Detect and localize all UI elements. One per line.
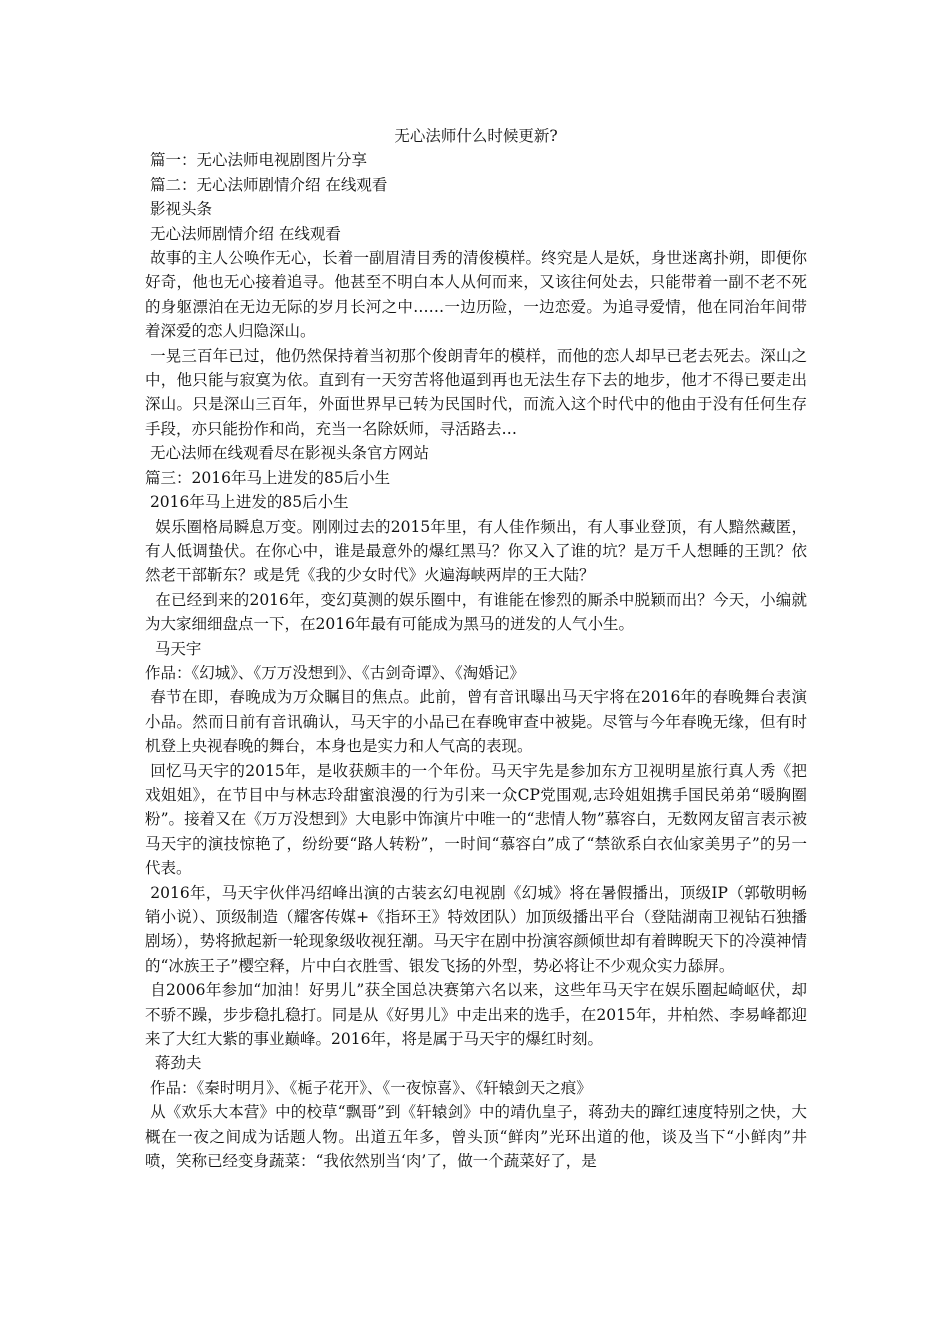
paragraph: 故事的主人公唤作无心，长着一副眉清目秀的清俊模样。终究是人是妖，身世迷离扑朔，即便你好奇，他也无心接着追寻。他甚至不明白本人从何而来，又该往何处去，只能带着一副不老不死的身躯漂泊在无边无际的岁月长河之中……一边历险，一边恋爱。为追寻爱情，他在同治年间带着深爱的恋人归隐深山。 (145, 249, 807, 341)
document-body (145, 124, 807, 1173)
paragraph: 2016年，马天宇伙伴冯绍峰出演的古装玄幻电视剧《幻城》将在暑假播出，顶级IP（郭敬明畅销小说）、顶级制造（耀客传媒+《指环王》特效团队）加顶级播出平台（登陆湖南卫视钻石独播剧场），势将掀起新一轮现象级收视狂潮。马天宇在剧中扮演容颜倾世却有着睥睨天下的冷漠神情的“冰族王子”樱空释，片中白衣胜雪、银发飞扬的外型，势必将让不少观众实力舔屏。 (145, 883, 807, 975)
paragraph-subtitle: 2016年马上进发的85后小生 (145, 493, 349, 512)
paragraph: 在已经到来的2016年，变幻莫测的娱乐圈中，有谁能在惨烈的厮杀中脱颖而出？今天，小编就为大家细细盘点一下，在2016年最有可能成为黑马的迸发的人气小生。 (145, 590, 808, 634)
paragraph-name-heading: 蒋劲夫 (145, 1054, 202, 1073)
paragraph: 娱乐圈格局瞬息万变。刚刚过去的2015年里，有人佳作频出，有人事业登顶，有人黯然藏匿，有人低调蛰伏。在你心中，谁是最意外的爆红黑马？你又入了谁的坑？是万千人想睡的王凯？依然老干部靳东？或是凭《我的少女时代》火遍海峡两岸的王大陆？ (145, 517, 808, 585)
paragraph: 从《欢乐大本营》中的校草“飘哥”到《轩辕剑》中的靖仇皇子，蒋劲夫的蹿红速度特别之快，大概在一夜之间成为话题人物。出道五年多，曾头顶“鲜肉”光环出道的他，谈及当下“小鲜肉”井喷，笑称已经变身蔬菜：“我依然别当‘肉’了，做一个蔬菜好了，是 (145, 1103, 807, 1171)
paragraph-works: 作品：《幻城》、《万万没想到》、《古剑奇谭》、《淘婚记》 (145, 663, 525, 682)
paragraph: 回忆马天宇的2015年，是收获颇丰的一个年份。马天宇先是参加东方卫视明星旅行真人秀《把戏姐姐》，在节目中与林志玲甜蜜浪漫的行为引来一众CP党围观,志玲姐姐携手国民弟弟“暖胸圈粉”。接着又在《万万没想到》大电影中饰演片中唯一的“悲情人物”慕容白，无数网友留言表示被马天宇的演技惊艳了，纷纷要“路人转粉”，一时间“慕容白”成了“禁欲系白衣仙家美男子”的另一代表。 (145, 761, 807, 878)
paragraph-section-two: 篇二：无心法师剧情介绍 在线观看 (145, 175, 388, 194)
paragraph: 自2006年参加“加油！好男儿”获全国总决赛第六名以来，这些年马天宇在娱乐圈起崎岖伏，却不骄不躁，步步稳扎稳打。同是从《好男儿》中走出来的选手，在2015年，井柏然、李易峰都迎来了大红大紫的事业巅峰。2016年，将是属于马天宇的爆红时刻。 (145, 981, 807, 1049)
paragraph: 春节在即，春晚成为万众瞩目的焦点。此前，曾有音讯曝出马天宇将在2016年的春晚舞台表演小品。然而日前有音讯确认，马天宇的小品已在春晚审查中被毙。尽管与今年春晚无缘，但有时机登上央视春晚的舞台，本身也是实力和人气高的表现。 (145, 688, 807, 756)
paragraph-works: 作品：《秦时明月》、《栀子花开》、《一夜惊喜》、《轩辕剑天之痕》 (145, 1078, 592, 1097)
paragraph-name-heading: 马天宇 (145, 639, 202, 658)
paragraph-source: 影视头条 (145, 200, 212, 219)
paragraph: 无心法师在线观看尽在影视头条官方网站 (145, 444, 429, 463)
paragraph: 一晃三百年已过，他仍然保持着当初那个俊朗青年的模样，而他的恋人却早已老去死去。深山之中，他只能与寂寞为依。直到有一天穷苦将他逼到再也无法生存下去的地步，他才不得已要走出深山。只是深山三百年，外面世界早已转为民国时代，而流入这个时代中的他由于没有任何生存手段，亦只能扮作和尚，充当一名除妖师，寻活路去… (145, 346, 807, 438)
paragraph-section-three: 篇三：2016年马上进发的85后小生 (145, 468, 391, 487)
document-title: 无心法师什么时候更新? (394, 127, 558, 145)
paragraph-section-one: 篇一：无心法师电视剧图片分享 (145, 151, 367, 170)
paragraph-subtitle: 无心法师剧情介绍 在线观看 (145, 224, 341, 243)
